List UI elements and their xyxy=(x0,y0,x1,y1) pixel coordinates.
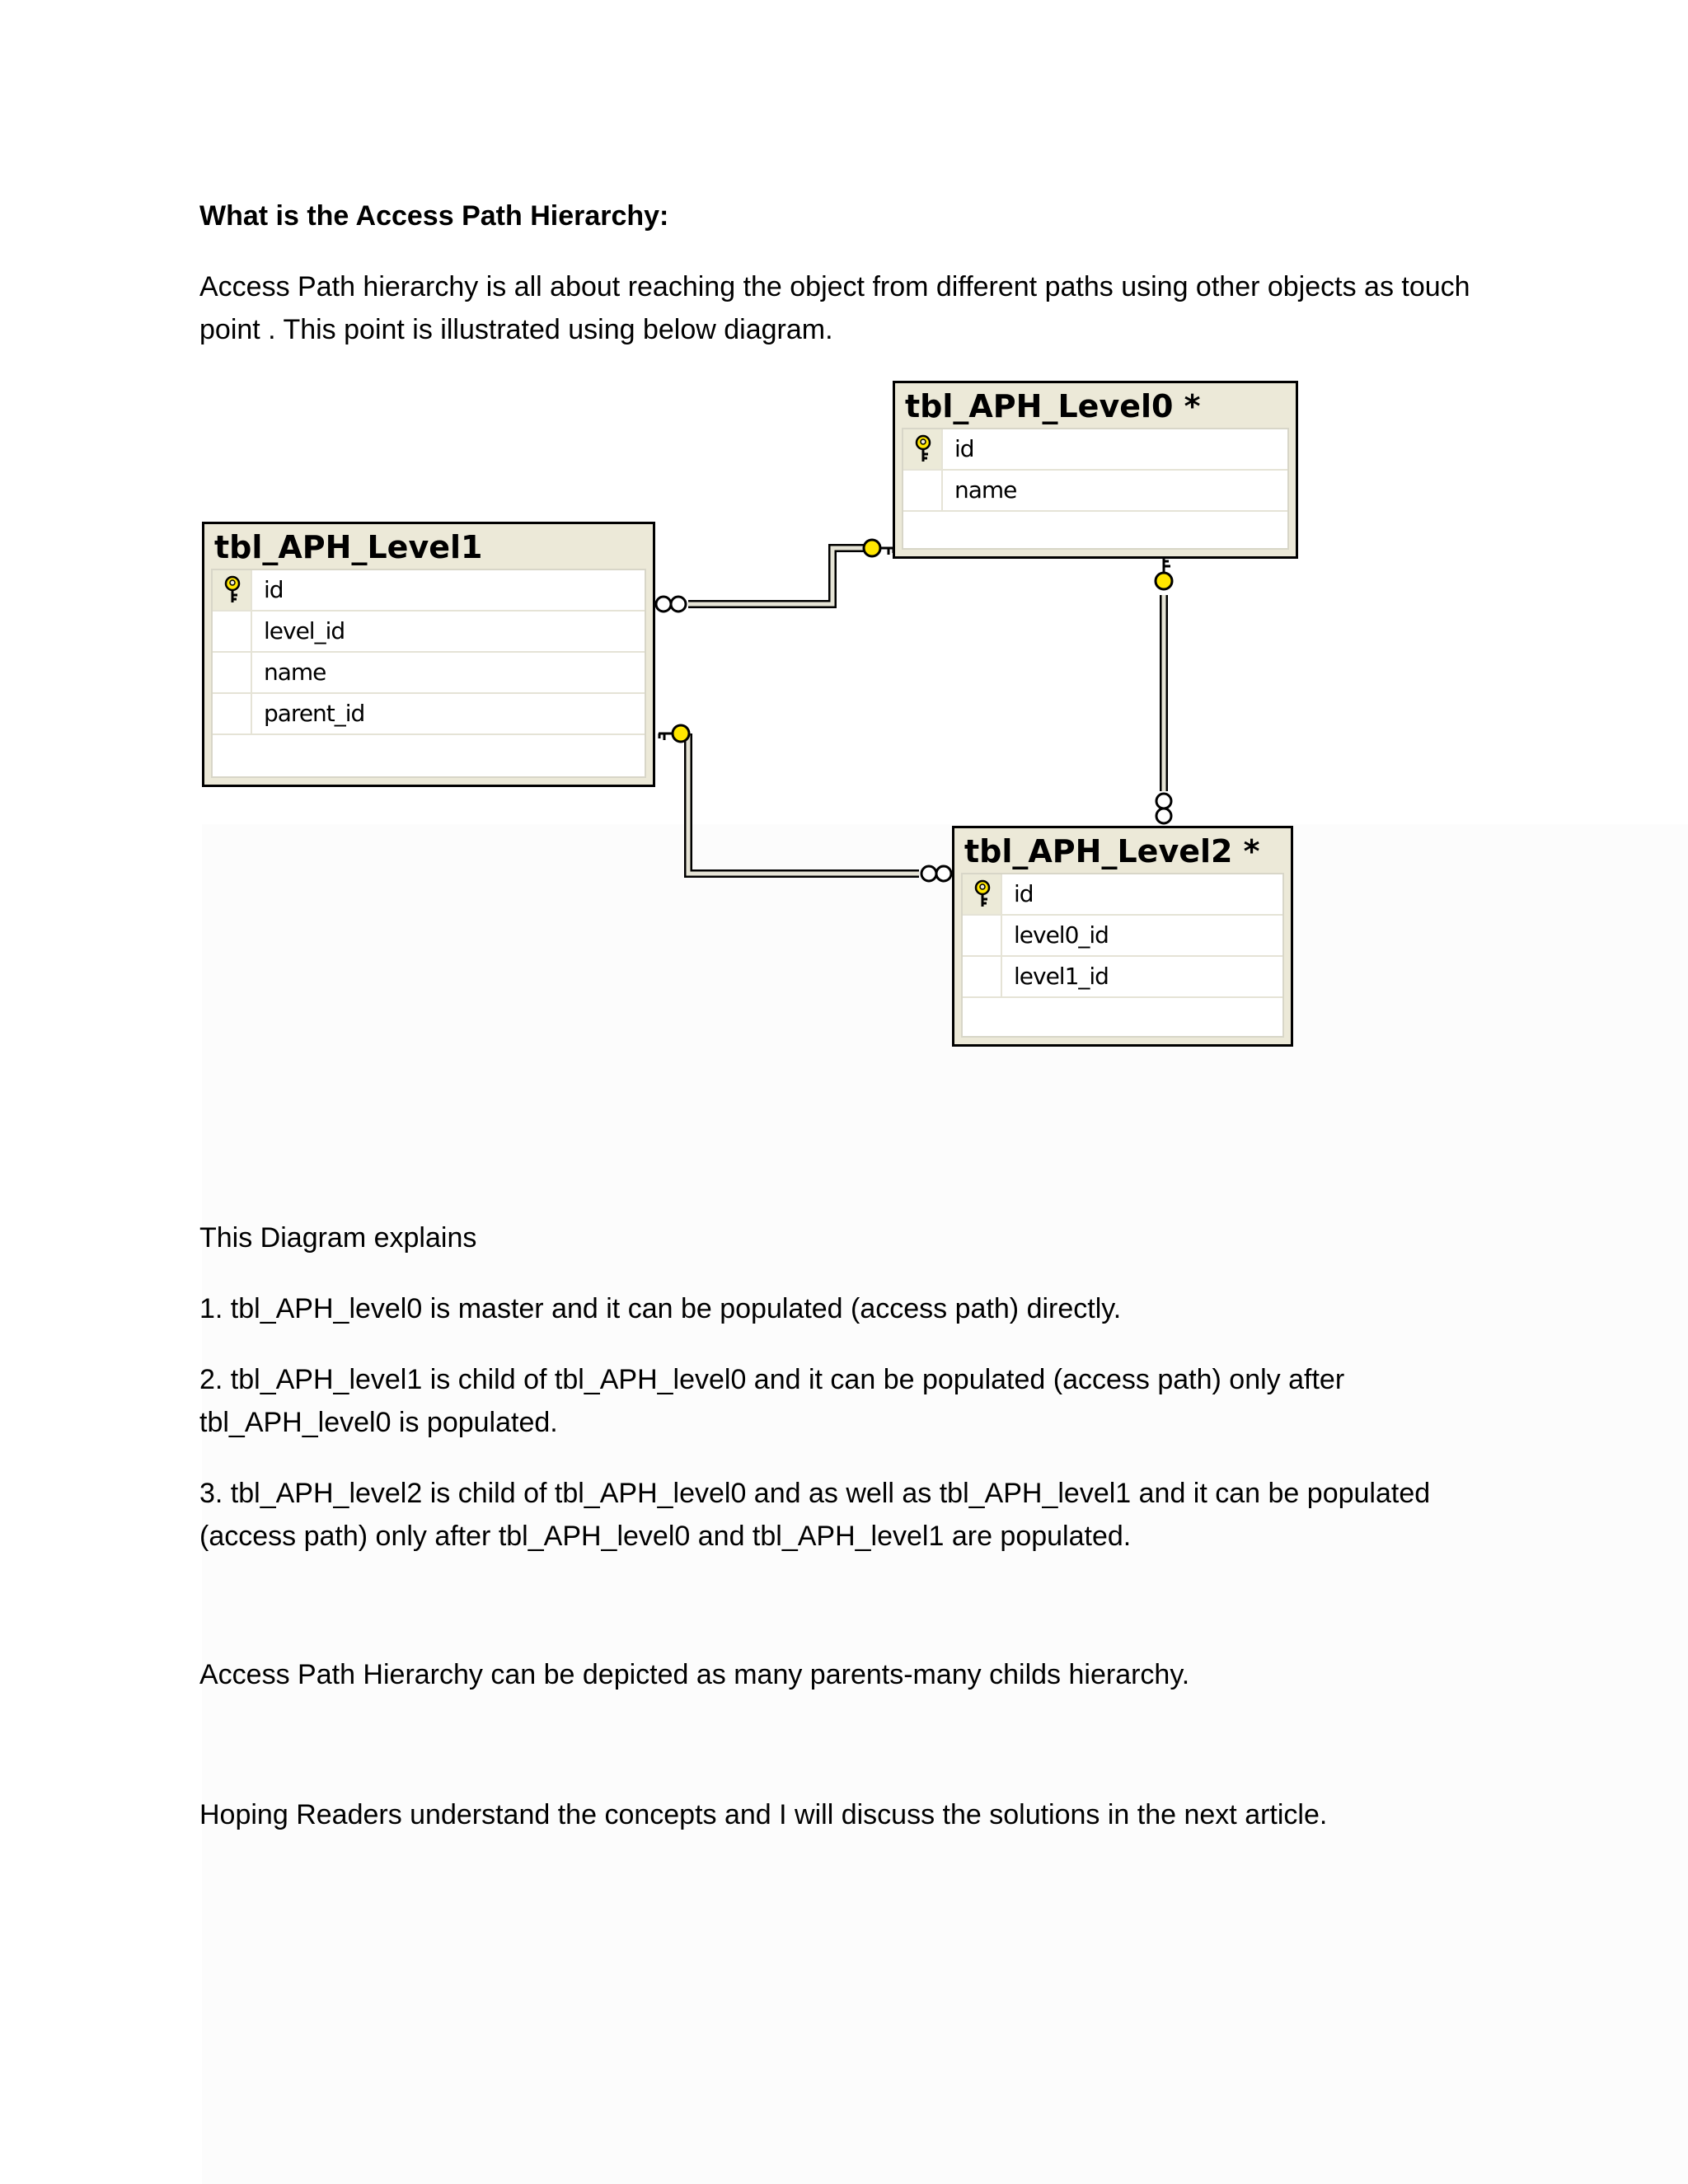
row-selector xyxy=(903,429,943,469)
column-name: name xyxy=(264,658,326,686)
table-level1[interactable] xyxy=(202,522,655,787)
table-title: tbl_APH_Level0 * xyxy=(905,388,1201,424)
column-name: name xyxy=(954,476,1017,504)
table-level2[interactable] xyxy=(952,826,1293,1047)
column-row[interactable] xyxy=(963,957,1282,998)
table-title: tbl_APH_Level1 xyxy=(214,529,483,565)
row-selector xyxy=(963,874,1002,914)
explain-point-1: 1. tbl_APH_level0 is master and it can be populated (access path) directly. xyxy=(199,1293,1122,1324)
column-grid xyxy=(961,873,1284,1038)
column-row[interactable] xyxy=(213,570,645,612)
row-selector xyxy=(213,653,252,692)
column-grid xyxy=(902,428,1289,550)
row-selector xyxy=(903,471,943,510)
relationship-level1-level0 xyxy=(688,548,865,604)
relationship-level1-level2 xyxy=(688,733,919,874)
column-name: id xyxy=(1014,880,1034,907)
column-row[interactable] xyxy=(903,471,1287,512)
column-row[interactable] xyxy=(963,916,1282,957)
column-name: level1_id xyxy=(1014,963,1109,990)
column-name: id xyxy=(954,435,974,462)
primary-key-icon xyxy=(219,575,246,605)
infinity-icon xyxy=(1156,794,1171,823)
row-selector xyxy=(963,957,1002,996)
column-name: level0_id xyxy=(1014,921,1109,949)
intro-line-1: Access Path hierarchy is all about reaching the object from different paths using other objects as touch xyxy=(199,271,1470,302)
column-row[interactable] xyxy=(903,429,1287,471)
column-row[interactable] xyxy=(213,612,645,653)
explain-point-2-line-1: 2. tbl_APH_level1 is child of tbl_APH_level0 and it can be populated (access path) only after xyxy=(199,1364,1345,1395)
key-icon xyxy=(659,725,689,742)
column-row[interactable] xyxy=(963,874,1282,916)
explain-intro: This Diagram explains xyxy=(199,1222,477,1254)
infinity-icon xyxy=(656,597,686,612)
table-level0[interactable] xyxy=(893,381,1298,559)
intro-line-2: point . This point is illustrated using below diagram. xyxy=(199,314,833,345)
explain-point-2-line-2: tbl_APH_level0 is populated. xyxy=(199,1407,558,1438)
table-title: tbl_APH_Level2 * xyxy=(964,833,1260,869)
column-name: id xyxy=(264,576,284,603)
row-selector xyxy=(213,694,252,733)
closing-text: Hoping Readers understand the concepts and I will discuss the solutions in the next article. xyxy=(199,1799,1328,1830)
section-heading: What is the Access Path Hierarchy: xyxy=(199,200,669,232)
column-row[interactable] xyxy=(213,653,645,694)
row-selector xyxy=(963,916,1002,955)
column-name: level_id xyxy=(264,617,345,644)
column-row[interactable] xyxy=(213,694,645,735)
row-selector xyxy=(213,570,252,610)
key-icon xyxy=(1156,559,1172,589)
row-selector xyxy=(213,612,252,651)
infinity-icon xyxy=(921,866,951,881)
key-icon xyxy=(864,540,894,556)
primary-key-icon xyxy=(969,879,996,909)
summary-text: Access Path Hierarchy can be depicted as many parents-many childs hierarchy. xyxy=(199,1659,1190,1690)
column-name: parent_id xyxy=(264,700,365,727)
column-grid xyxy=(211,569,646,778)
primary-key-icon xyxy=(910,434,936,464)
explain-point-3-line-2: (access path) only after tbl_APH_level0 and tbl_APH_level1 are populated. xyxy=(199,1521,1132,1552)
explain-point-3-line-1: 3. tbl_APH_level2 is child of tbl_APH_level0 and as well as tbl_APH_level1 and it can be populated xyxy=(199,1478,1431,1509)
